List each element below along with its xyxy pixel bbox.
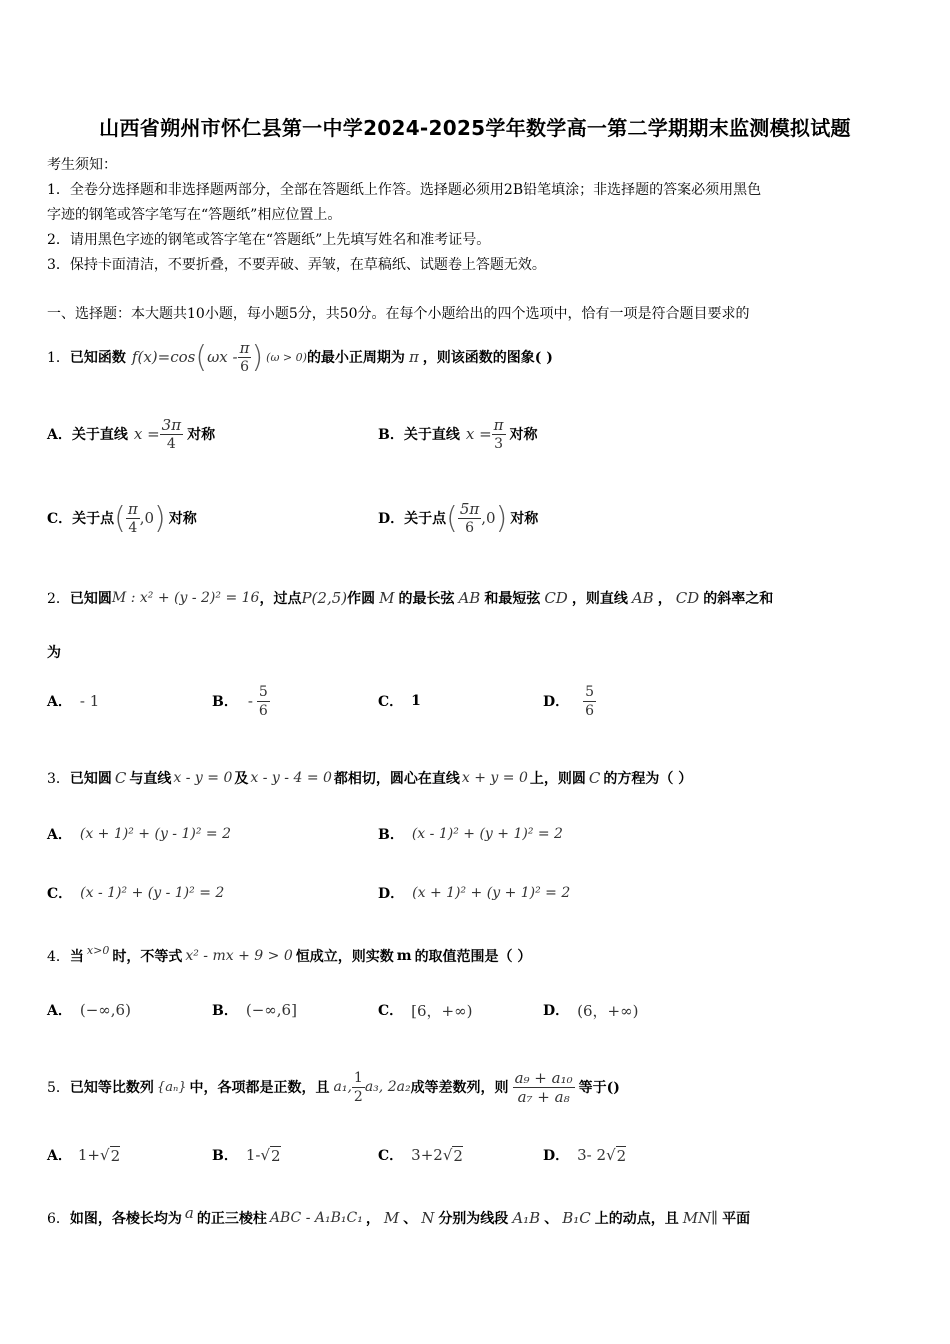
- fraction: $\frac{\pi}{6}$: [239, 338, 250, 375]
- term: a₃, 2a₂: [364, 1079, 411, 1095]
- question-1-option-a[interactable]: [47, 414, 215, 454]
- radical-sign: √: [100, 1146, 110, 1164]
- question-text: 、: [544, 1211, 559, 1227]
- option-value: -: [247, 692, 253, 710]
- question-4-option-c[interactable]: [378, 996, 472, 1024]
- circle-equation: M : x² + (y - 2)² = 16: [111, 590, 260, 606]
- question-3-option-b[interactable]: [378, 820, 563, 848]
- radicand: 2: [110, 1146, 121, 1165]
- prism: ABC - A₁B₁C₁: [269, 1210, 363, 1226]
- option-label: C．: [47, 511, 73, 527]
- math-expression: x =: [465, 425, 492, 443]
- option-value: 3- 2: [577, 1146, 607, 1164]
- question-text: 作圆: [347, 591, 376, 607]
- option-label: B．: [212, 1148, 238, 1164]
- question-text: 上的动点，且: [594, 1211, 679, 1227]
- option-text: 对称: [510, 511, 539, 527]
- question-5-option-d[interactable]: [543, 1140, 626, 1170]
- notice-heading: 考生须知：: [47, 157, 117, 173]
- math-expression: ,0: [139, 509, 155, 527]
- math-symbol: M: [383, 1209, 400, 1227]
- question-6-stem: [47, 1203, 750, 1233]
- segment: B₁C: [562, 1209, 591, 1227]
- question-text: ，: [657, 591, 672, 607]
- option-label: A．: [47, 1003, 72, 1019]
- option-label: D．: [378, 886, 405, 902]
- question-text: 的正三棱柱: [196, 1211, 267, 1227]
- option-label: B．: [212, 1003, 238, 1019]
- question-4-stem: [47, 942, 531, 970]
- question-text: 已知等比数列: [69, 1080, 154, 1096]
- question-text: 、: [403, 1211, 418, 1227]
- option-value: (−∞,6): [79, 1001, 131, 1019]
- question-text: 和最短弦: [484, 591, 541, 607]
- question-number: 5．: [47, 1080, 70, 1096]
- question-1-stem: [47, 335, 553, 379]
- line-equation: x + y = 0: [461, 770, 528, 786]
- question-text: 时，不等式: [112, 949, 183, 965]
- option-label: C．: [378, 1148, 404, 1164]
- question-text: 分别为线段: [438, 1211, 509, 1227]
- question-3-stem: [47, 764, 692, 792]
- option-text: 对称: [509, 427, 538, 443]
- question-text: 与直线: [129, 771, 172, 787]
- question-text: 的最小正周期为: [306, 350, 405, 366]
- option-label: B．: [378, 427, 404, 443]
- option-label: C．: [378, 1003, 404, 1019]
- radical-sign: √: [442, 1146, 453, 1164]
- option-value: 1-: [245, 1146, 261, 1164]
- fraction: $\frac{5}{6}$: [585, 683, 595, 719]
- question-text: 已知圆: [69, 591, 112, 607]
- option-text: 对称: [168, 511, 197, 527]
- question-text: ，过点: [259, 591, 302, 607]
- line-equation: x - y - 4 = 0: [250, 770, 332, 786]
- option-value: (x + 1)² + (y - 1)² = 2: [79, 826, 231, 842]
- math-expression: x =: [133, 425, 160, 443]
- math-symbol: m: [396, 948, 412, 964]
- math-symbol: a: [184, 1204, 194, 1222]
- question-text: 上，则圆: [529, 771, 586, 787]
- math-symbol: C: [114, 769, 127, 787]
- math-expression: ,0: [481, 509, 496, 527]
- fraction: $\frac{\pi}{4}$: [127, 499, 138, 536]
- question-number: 3．: [47, 771, 70, 787]
- option-text: 关于点: [72, 511, 115, 527]
- notice-item-1-line-2: 字迹的钢笔或答字笔写在“答题纸”相应位置上。: [47, 207, 342, 223]
- radical-sign: √: [260, 1146, 271, 1164]
- question-text: 当: [69, 949, 84, 965]
- option-label: A．: [47, 427, 72, 443]
- question-text: 的方程为（ ）: [603, 771, 693, 787]
- question-3-option-c[interactable]: [47, 879, 224, 907]
- option-label: A．: [47, 694, 72, 710]
- question-3-option-a[interactable]: [47, 820, 231, 848]
- question-text: ，: [365, 1211, 380, 1227]
- omega-condition: (ω > 0): [266, 350, 307, 364]
- term: a₁,: [333, 1079, 352, 1095]
- option-value: (x - 1)² + (y + 1)² = 2: [411, 826, 563, 842]
- option-value: [6，+∞): [411, 1001, 473, 1020]
- math-symbol: M: [379, 589, 395, 607]
- inequality: x² - mx + 9 > 0: [185, 948, 293, 964]
- question-2-option-b[interactable]: [212, 678, 270, 724]
- option-value: 3+2: [411, 1146, 443, 1164]
- question-1-option-b[interactable]: [378, 414, 538, 454]
- question-text: 等于(): [578, 1080, 620, 1096]
- option-label: C．: [378, 694, 404, 710]
- option-label: B．: [212, 694, 238, 710]
- question-2-option-c[interactable]: [378, 678, 421, 724]
- option-label: D．: [378, 511, 405, 527]
- question-text: ，则直线: [571, 591, 628, 607]
- option-label: B．: [378, 827, 404, 843]
- math-symbol: MN∥: [682, 1209, 719, 1227]
- question-text: 的最长弦: [398, 591, 455, 607]
- question-5-option-c[interactable]: [378, 1140, 463, 1170]
- question-text: ，则该函数的图象( ): [422, 350, 553, 366]
- question-text: 及: [234, 771, 249, 787]
- question-5-stem: [47, 1062, 620, 1112]
- option-label: C．: [47, 886, 73, 902]
- option-value: 1: [411, 693, 421, 709]
- question-text: 已知函数: [69, 350, 126, 366]
- radicand: 2: [271, 1146, 281, 1165]
- question-4-option-d[interactable]: [543, 996, 638, 1024]
- math-symbol: C: [588, 769, 601, 787]
- question-text: 中，各项都是正数，且: [189, 1080, 330, 1096]
- option-label: A．: [47, 1148, 72, 1164]
- right-paren: ): [251, 339, 264, 375]
- question-text: 的取值范围是（ ）: [414, 949, 532, 965]
- radicand: 2: [616, 1146, 627, 1165]
- option-value: 1+: [77, 1146, 100, 1164]
- option-text: 关于点: [404, 511, 447, 527]
- section-heading: 一、选择题：本大题共10小题，每小题5分，共50分。在每个小题给出的四个选项中，恰有一项是符合题目要求的: [47, 306, 750, 322]
- option-label: D．: [543, 1003, 570, 1019]
- option-text: 对称: [187, 427, 216, 443]
- question-1-option-d[interactable]: D． 关于点 ( $\frac{5\pi}{6}$ ,0 ) 对称: [378, 499, 539, 536]
- question-text: 的斜率之和: [703, 591, 774, 607]
- point-p: P(2,5): [301, 589, 348, 607]
- fraction: $\frac{\pi}{3}$: [493, 415, 504, 452]
- question-2-stem-cont: 为: [47, 645, 61, 661]
- notice-item-3: 3．保持卡面清洁，不要折叠，不要弄破、弄皱，在草稿纸、试题卷上答题无效。: [47, 257, 546, 273]
- left-paren: (: [195, 339, 208, 375]
- option-value: (6，+∞): [577, 1001, 639, 1020]
- option-label: A．: [47, 827, 72, 843]
- segment: A₁B: [512, 1209, 541, 1227]
- question-1-option-c[interactable]: C． 关于点 ( $\frac{\pi}{4}$ ,0 ) 对称: [47, 499, 197, 536]
- notice-item-1-line-1: 1．全卷分选择题和非选择题两部分，全部在答题纸上作答。选择题必须用2B铅笔填涂；非选择题的答案必须用黑色: [47, 182, 762, 198]
- radical-sign: √: [606, 1146, 616, 1164]
- option-value: - 1: [79, 692, 100, 710]
- question-4-option-a[interactable]: [47, 996, 131, 1024]
- option-label: D．: [543, 694, 570, 710]
- math-symbol: AB: [631, 589, 654, 607]
- question-text: 成等差数列，则: [410, 1080, 509, 1096]
- option-value: (−∞,6]: [245, 1001, 297, 1019]
- question-number: 1．: [47, 350, 70, 366]
- question-number: 4．: [47, 949, 70, 965]
- question-3-option-d[interactable]: [378, 879, 570, 907]
- line-equation: x - y = 0: [173, 770, 233, 786]
- fraction: $\frac{\text{a₉ + a₁₀}}{\text{a₇ + a₈}}$: [514, 1068, 573, 1106]
- sequence: {aₙ}: [156, 1079, 187, 1095]
- question-text: 平面: [722, 1211, 751, 1227]
- math-symbol: AB: [458, 589, 481, 607]
- question-4-option-b[interactable]: [212, 996, 297, 1024]
- question-text: 恒成立，则实数: [295, 949, 394, 965]
- question-text: 已知圆: [69, 771, 112, 787]
- math-symbol: N: [421, 1209, 435, 1227]
- question-2-option-d[interactable]: [543, 678, 596, 724]
- option-text: 关于直线: [403, 427, 460, 443]
- period-value: π: [408, 348, 419, 366]
- question-2-option-a[interactable]: [47, 678, 99, 724]
- notice-item-2: 2．请用黑色字迹的钢笔或答字笔在“答题纸”上先填写姓名和准考证号。: [47, 232, 491, 248]
- question-text: 如图，各棱长均为: [69, 1211, 182, 1227]
- fraction: $\frac{1}{2}$: [353, 1069, 363, 1105]
- option-label: D．: [543, 1148, 570, 1164]
- math-symbol: CD: [544, 589, 568, 607]
- function-argument: ωx -: [207, 348, 238, 366]
- option-text: 关于直线: [71, 427, 128, 443]
- fraction: $\frac{3\pi}{4}$: [161, 415, 182, 452]
- question-5-option-b[interactable]: [212, 1140, 281, 1170]
- question-number: 2．: [47, 591, 70, 607]
- radicand: 2: [453, 1146, 463, 1165]
- condition: x>0: [86, 943, 110, 957]
- question-2-stem: [47, 584, 773, 612]
- page-title: 山西省朔州市怀仁县第一中学2024-2025学年数学高一第二学期期末监测模拟试题: [99, 116, 851, 140]
- question-text: 都相切，圆心在直线: [333, 771, 460, 787]
- function-expression: f(x)=cos: [131, 348, 196, 366]
- fraction: $\frac{5\pi}{6}$: [459, 499, 480, 536]
- math-symbol: CD: [675, 589, 700, 607]
- option-value: (x + 1)² + (y + 1)² = 2: [412, 885, 571, 901]
- question-5-option-a[interactable]: [47, 1140, 120, 1170]
- fraction: $\frac{5}{6}$: [258, 683, 268, 719]
- option-value: (x - 1)² + (y - 1)² = 2: [80, 885, 225, 901]
- question-number: 6．: [47, 1211, 70, 1227]
